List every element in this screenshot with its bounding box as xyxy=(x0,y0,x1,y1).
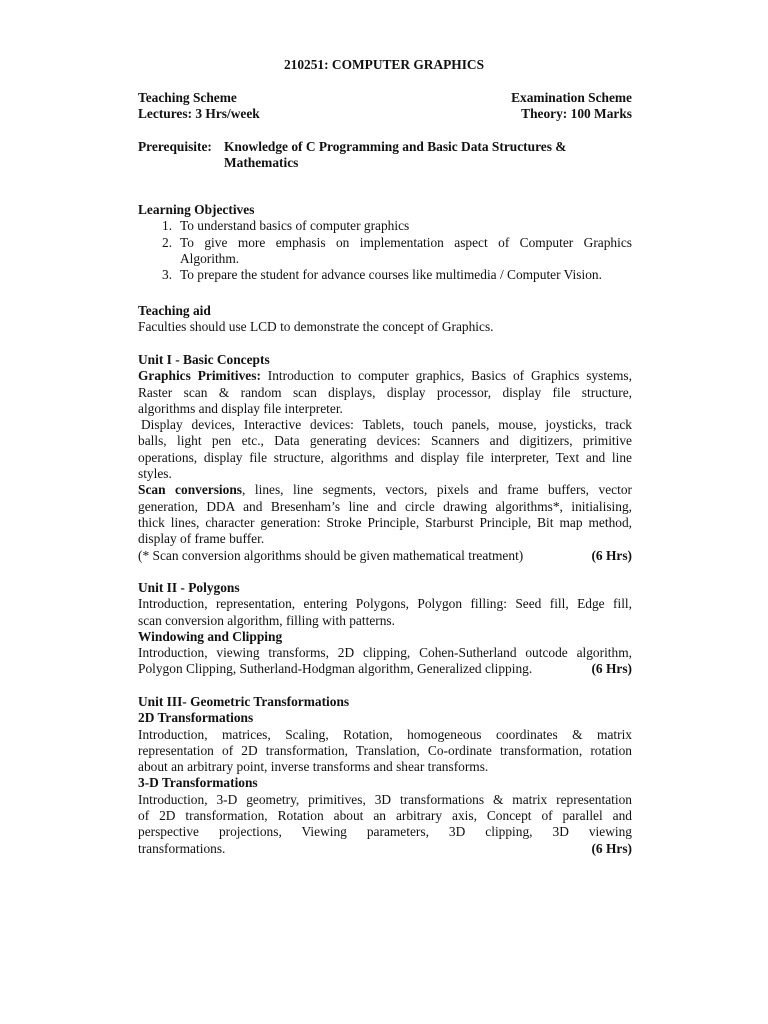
theory-marks-text: Theory: 100 Marks xyxy=(521,106,632,122)
windowing-clipping-heading: Windowing and Clipping xyxy=(138,628,283,644)
prerequisite-label: Prerequisite: xyxy=(138,139,212,154)
display-devices-line2: balls, light pen etc., Data generating devices: Scanners and digitizers, primitive xyxy=(138,433,632,449)
unit-2 xyxy=(138,580,632,678)
learning-objectives xyxy=(138,202,632,283)
display-devices-line1: Display devices, Interactive devices: Tablets, touch panels, mouse, joysticks, track xyxy=(141,417,632,433)
objective-text: To give more emphasis on implementation aspect of Computer Graphics xyxy=(180,234,632,250)
2d-transformations-line1: Introduction, matrices, Scaling, Rotation, homogeneous coordinates & matrix xyxy=(138,726,632,742)
unit-3-heading: Unit III- Geometric Transformations xyxy=(138,694,350,709)
unit-1-hours: (6 Hrs) xyxy=(591,547,632,563)
examination-scheme-label: Examination Scheme xyxy=(511,90,632,105)
objective-number: 1. xyxy=(162,218,173,234)
scan-conversions-line3: thick lines, character generation: Stroke Principle, Starburst Principle, Bit map method, xyxy=(138,514,632,530)
polygons-line1: Introduction, representation, entering Polygons, Polygon filling: Seed fill, Edge fill, xyxy=(138,596,632,612)
objective-item xyxy=(138,218,632,234)
display-devices-line3: operations, display file structure, algorithms and display file interpreter, Text and line xyxy=(138,449,632,465)
prerequisite-line1: Knowledge of C Programming and Basic Data Structures & xyxy=(224,139,567,154)
unit-3-hours: (6 Hrs) xyxy=(591,840,632,856)
2d-transformations-line2: representation of 2D transformation, Translation, Co-ordinate transformation, rotation xyxy=(138,742,632,758)
unit-2-heading: Unit II - Polygons xyxy=(138,580,240,595)
objectives-list xyxy=(138,218,632,283)
windowing-clipping-line2: Polygon Clipping, Sutherland-Hodgman algorithm, Generalized clipping. xyxy=(138,661,533,677)
unit-1 xyxy=(138,352,632,564)
course-title: 210251: COMPUTER GRAPHICS xyxy=(283,57,485,72)
objective-text-cont: Algorithm. xyxy=(180,250,240,266)
3d-transformations-heading: 3-D Transformations xyxy=(138,775,258,791)
unit-2-hours: (6 Hrs) xyxy=(591,661,632,677)
objective-item xyxy=(138,267,632,283)
teaching-aid-text: Faculties should use LCD to demonstrate the concept of Graphics. xyxy=(138,319,494,335)
teaching-aid-heading: Teaching aid xyxy=(138,303,211,318)
2d-transformations-heading: 2D Transformations xyxy=(138,710,254,726)
lectures-text: Lectures: 3 Hrs/week xyxy=(138,106,260,122)
scheme-block xyxy=(138,90,632,123)
display-devices-line4: styles. xyxy=(138,466,172,482)
objective-number: 2. xyxy=(162,234,173,250)
unit-3 xyxy=(138,694,632,857)
2d-transformations-line3: about an arbitrary point, inverse transforms and shear transforms. xyxy=(138,759,489,775)
learning-objectives-heading: Learning Objectives xyxy=(138,202,255,217)
prerequisite-line2: Mathematics xyxy=(224,155,299,171)
3d-transformations-line4: transformations. xyxy=(138,840,226,856)
graphics-primitives-line1: Introduction to computer graphics, Basics of Graphics systems, xyxy=(267,368,632,384)
polygons-line2: scan conversion algorithm, filling with patterns. xyxy=(138,612,395,628)
scan-conversions-line1: , lines, line segments, vectors, pixels and frame buffers, vector xyxy=(242,482,632,498)
objective-text: To prepare the student for advance courses like multimedia / Computer Vision. xyxy=(180,267,602,283)
3d-transformations-line2: of 2D transformation, Rotation about an arbitrary axis, Concept of parallel and xyxy=(138,808,632,824)
graphics-primitives-line2: Raster scan & random scan displays, display processor, display file structure, xyxy=(138,384,632,400)
graphics-primitives-label: Graphics Primitives: xyxy=(138,368,261,384)
scan-conversions-line4: display of frame buffer. xyxy=(138,531,265,547)
windowing-clipping-line1: Introduction, viewing transforms, 2D clipping, Cohen-Sutherland outcode algorithm, xyxy=(138,645,632,661)
unit-1-heading: Unit I - Basic Concepts xyxy=(138,352,270,367)
objective-text: To understand basics of computer graphics xyxy=(180,218,410,234)
prerequisite-block xyxy=(138,139,632,172)
scan-conversions-line2: generation, DDA and Bresenham’s line and circle drawing algorithms*, initialising, xyxy=(138,498,632,514)
teaching-aid xyxy=(138,303,632,336)
objective-item xyxy=(138,235,632,268)
3d-transformations-line1: Introduction, 3-D geometry, primitives, 3D transformations & matrix representation xyxy=(138,791,632,807)
scan-conversions-label: Scan conversions xyxy=(138,482,243,498)
3d-transformations-line3: perspective projections, Viewing parameters, 3D clipping, 3D viewing xyxy=(138,824,632,840)
objective-number: 3. xyxy=(162,267,173,283)
teaching-scheme-label: Teaching Scheme xyxy=(138,90,237,105)
scan-conversion-note: (* Scan conversion algorithms should be given mathematical treatment) xyxy=(138,547,524,563)
graphics-primitives-line3: algorithms and display file interpreter. xyxy=(138,400,343,416)
